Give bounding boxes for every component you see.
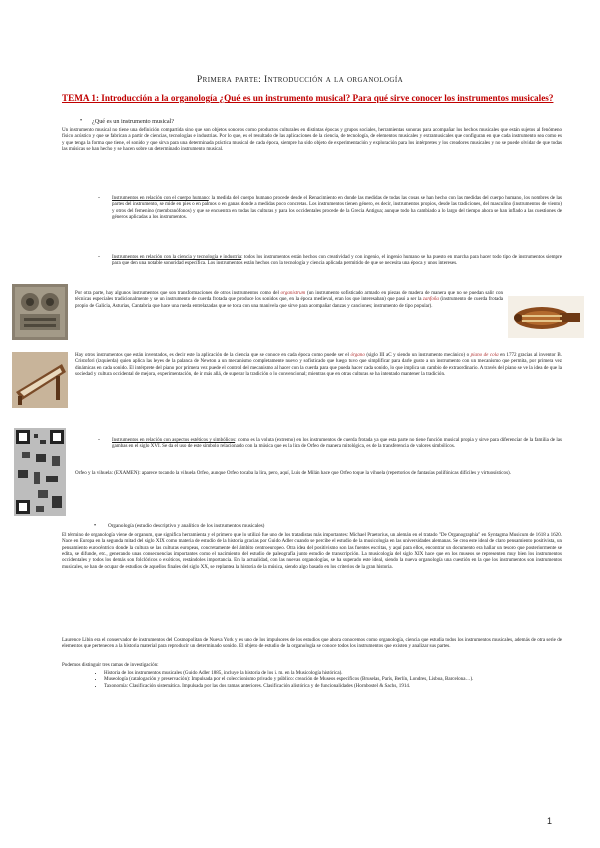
stone-carving-image <box>12 284 68 340</box>
cristofori-piano-image <box>12 352 68 408</box>
def-aesthetic: - Instrumentos en relación con aspectos estéticos y simbólicos: como es la voluta (extremo) en los instrumentos de cuerda frotada ya que esta parte no tiene función musical propia y sirve para diferenciar de la familia de las gambas en el siglo XVI. Se da el uso de este símbolo relacionado con la música que es la lira de Orfeo de manera mitológica, es de la transferencia de valores simbólicos. <box>98 437 563 450</box>
question-what-is: • ¿Qué es un instrumento musical? <box>80 118 175 125</box>
list-item: • Taxonomía: Clasificación sistemática. Impulsada por las dos ramas anteriores. Clasificación alistórica y de funcionalidades (Hornbostel & Sachs, 1914. <box>104 683 562 689</box>
page-number: 1 <box>546 816 552 826</box>
tema-heading: TEMA 1: Introducción a la organología ¿Qué es un instrumento musical? Para qué sirve conocer los instrumentos musicales? <box>62 93 554 103</box>
piano-figure <box>12 352 68 408</box>
qr-figure <box>12 426 68 518</box>
paragraph-termino: El término de organología viene de organum, que significa herramienta y el primero que lo utilizó fue uno de los tratadistas más importantes: Michael Praetorius, un alemán en el tratado "De Organographia" en Syntagma Musicum de 1618 a 1620. Nace en Europa en la segunda mitad del siglo XIX como materia de estudio de la historia gracias por Guido Adler cuando se percibe el estudio de la musicología en las universidades alemanas. Se crea este ideal de claro pensamiento positivista, un pensamiento eurocéntrico donde la cultura se las culturas europeas, concretamente del ámbito centroeuropeo. Otra idea del positivismo son las fuentes escritas, y aquí para ellos, encontrar un documento era hallar un tesoro que posteriormente se edita, se difunde, etc., generando unas consecuencias importantes como el nacimiento del estudio de paleografía junto estudio de transcripción. La musicología del siglo XIX hace que en los museos se representen muy bien los instrumentos occidentales y todos los demás son folclóricos o exóticos, restándoles importancia. En la actualidad, con las nuevas organologías, se ha superado este ideal, siendo la nueva organología una cuestión en la que los instrumentos son instrumentos musicales, se han de ocupar de estudios de aquellos finales del siglo XX, se replantea la historia de la música, siendo algo basado en los criterios de la gran historia. <box>62 532 562 570</box>
paragraph-ramas: Podemos distinguir tres ramas de investigación: <box>62 662 159 668</box>
qr-code-image <box>12 426 68 518</box>
paragraph-libin: Laurence Libin era el conservador de instrumentos del Cosmopolitan de Nueva York y es uno de los impulsores de los estudios que ahora conocemos como organología, ciencia que estudia todos los instrumentos musicales, además de otra serie de elementos que pertenecen a la historia material para reproducir un determinado sonido. El objeto de estudio de la organología se conoce todos los instrumentos que existen y analizar sus partes. <box>62 637 562 650</box>
zanfona-image <box>508 296 584 338</box>
list-item: • Museología (catalogación y preservación): Impulsada por el coleccionismo privado y público: creación de Museos específicos (Bruselas, París, Berlín, Londres, Lisboa, Barcelona…). <box>104 676 562 682</box>
paragraph-organistrum: Por otra parte, hay algunos instrumentos que son transformaciones de otros instrumentos como del organistrum (un instrumento sofisticado armado en piezas de madera de manera que no se puedan salir con técnicas especiales tradicionalmente y se un instrumento de cuerda frotada que produce los sonidos que, en la época medieval, eran los que interesaban) que pasó a ser la zanfoña (instrumento de cuerda frotada propio de Galicia, Asturias, Cantabria que hace una rueda entrelazadas que se toca con una manivela que sirve para acompañar danzas y canciones; instrumento de tipo popular). <box>75 290 504 309</box>
page-title: Primera parte: Introducción a la organología <box>196 74 404 85</box>
question-organologia: • Organología (estudio descriptivo y analítico de los instrumentos musicales) <box>94 523 265 529</box>
ramas-list <box>88 670 562 689</box>
paragraph-definition: Un instrumento musical no tiene una definición compartida sino que son objetos sonoros como productos culturales en distintas épocas y grupos sociales, herramientas sonoras para acompañar los hechos musicales que están sujetos al fenómeno físico acústico y que se fabrican a partir de ciencias, tecnologías e industrias. Por lo que, es el resultado de las aplicaciones de la ciencia, de tecnología, de elementos musicales y extramusicales que configuran en que cada instrumento sea como es y que tenga la forma que tiene, el sonido y que sirva para una determinada práctica musical de cada época, siempre ha sido objeto de experimentación y exploración para los intérpretes y los creadores musicales y no se puede olvidar de que todas las músicas se han hecho y se hacen sobre un determinado instrumento musical. <box>62 127 562 153</box>
carving-figure <box>12 284 68 340</box>
paragraph-orfeo: Orfeo y la vihuela: (EXAMEN): aparece tocando la vihuela Orfeo, aunque Orfeo tocaba la lira, pero, aquí, Luis de Milán hace que Orfeo toque la vihuela (repertorios de fantasías polifónicas difíciles y virtuosísticos). <box>75 470 511 476</box>
def-science: - Instrumentos en relación con la ciencia y tecnología e industria: todos los instrumentos están hechos con creatividad y con ingenio, el ingenio humano se ha puesto en marcha para hacer todo tipo de instrumentos siempre para que den una notable sonoridad específica. Los instrumentos están hechos con la tecnología y ciencia aplicada permitido de que se necesita una época y unos intereses. <box>98 254 562 267</box>
paragraph-piano: Hay otros instrumentos que están inventados, es decir este la aplicación de la ciencia que se conoce en cada época como puede ser el órgano (siglo III aC y siendo un instrumento mecánico) o piano de cola en 1772 gracias al inventor B. Cristofori (izquierda) quien aplica las leyes de la palanca de Newton a un mecanismo completamente nuevo y sofisticado que luego tuvo que simplificar para darle gusto a un instrumento con un mecanismo que permita, por primera vez dinámicas en cada sonido. El intérprete del piano por primera vez puede el control del mecanismo al hacer con la cuerda para que pueda hacer cada sonido, lo que implica un cambio de extraordinario. A través del piano se ve la idea de que la sociedad y cultura occidental de mejora, experimentación, de ir más allá, de superar la tradición o lo convencional; mientras que en otras culturas se ha intentado mantener la tradición. <box>75 352 562 378</box>
list-item: • Historia de los instrumentos musicales (Guido Adler 1885, incluye la historia de los i. m. en la Musicología histórica). <box>104 670 562 676</box>
hurdy-gurdy-figure <box>508 296 584 338</box>
def-body: - Instrumentos en relación con el cuerpo humano: la medida del cuerpo humano procede desde el Renacimiento en donde las medidas de todas las cosas se han hecho con las medidas del cuerpo humano, los nombres de las partes del instrumento, se mide en pies o en palmos o en ganas donde a medidas poco concretas. Los instrumentos tienen género, es decir, instrumentos propios, desde las tradiciones, del masculino (instrumentos de viento) y otros del femenino (membranófonos) y que se encuentra en todas las culturas y para los occidentales procede de la Grecia Antigua; aunque todo ha cambiado a lo largo del tiempo ahora se han inflado a las cuestiones de géneros aplicadas a los instrumentos. <box>98 195 562 221</box>
